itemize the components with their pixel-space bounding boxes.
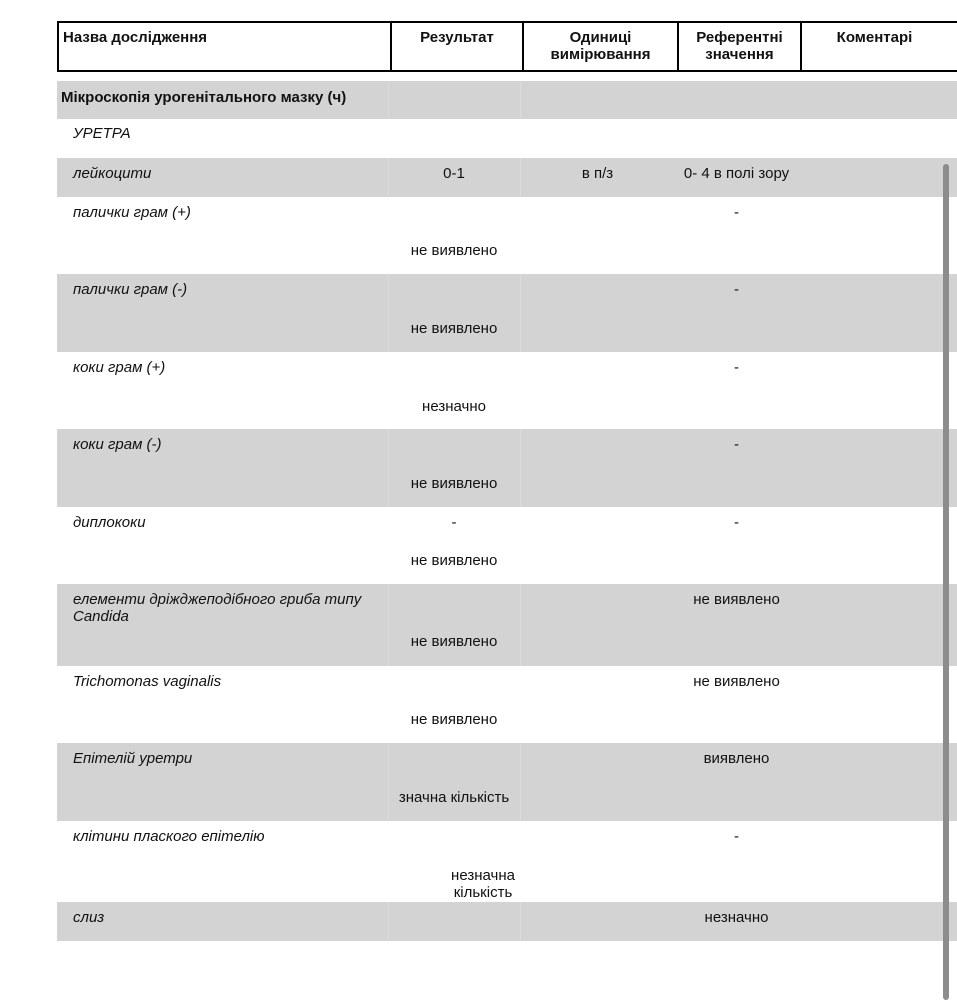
section-row [57,81,957,119]
test-reference: незначно [704,909,769,926]
test-result: не виявлено [410,711,498,728]
table-row [57,352,957,429]
table-row [57,666,957,743]
table-row [57,902,957,941]
table-row [57,274,957,352]
test-result: не виявлено [410,475,498,492]
header-test-name: Назва дослідження [63,29,208,46]
scrollbar-thumb[interactable] [943,164,949,1000]
test-name: коки грам (+) [73,359,166,376]
test-result: не виявлено [410,552,498,569]
test-name: диплококи [73,514,146,531]
test-name: клітини плаского епітелію [73,828,265,845]
test-name: коки грам (-) [73,436,162,453]
test-reference: - [734,828,739,845]
subsection-title: УРЕТРА [73,125,131,142]
test-name: слиз [73,909,105,926]
header-comments: Коментарі [800,23,957,70]
test-reference: не виявлено [693,673,780,690]
test-name: елементи дріжджеподібного гриба типу Candida [73,591,362,625]
test-result: значна кількість [398,789,510,806]
test-reference: виявлено [703,750,770,767]
test-reference: - [734,436,739,453]
test-name: палички грам (-) [73,281,188,298]
test-units: в п/з [581,165,614,182]
test-name: Епітелій уретри [73,750,193,767]
test-result: не виявлено [410,242,498,259]
subsection-row [57,119,957,158]
vertical-scrollbar[interactable] [941,160,951,1000]
test-result: незначна кількість [451,867,515,901]
table-header [57,21,957,72]
header-reference: Референтні значення [677,23,800,70]
header-result: Результат [390,23,522,70]
header-units: Одиниці вимірювання [522,23,677,70]
test-name: палички грам (+) [73,204,191,221]
test-result: 0-1 [443,165,465,182]
table-row [57,507,957,584]
test-reference: 0- 4 в полі зору [683,165,790,182]
test-reference: не виявлено [693,591,780,608]
test-result-dash: - [451,514,457,531]
table-row [57,197,957,274]
test-reference: - [734,204,739,221]
test-name: лейкоцити [73,165,152,182]
test-result: не виявлено [410,633,498,650]
test-reference: - [734,281,739,298]
test-name: Trichomonas vaginalis [73,673,222,690]
table-row [57,743,957,821]
table-row [57,158,957,197]
table-row [57,429,957,507]
table-row [57,584,957,666]
table-row [57,821,957,902]
test-result: не виявлено [410,320,498,337]
test-reference: - [734,514,739,531]
test-result: незначно [422,398,486,415]
section-title: Мікроскопія урогенітального мазку (ч) [61,89,347,106]
test-reference: - [734,359,739,376]
